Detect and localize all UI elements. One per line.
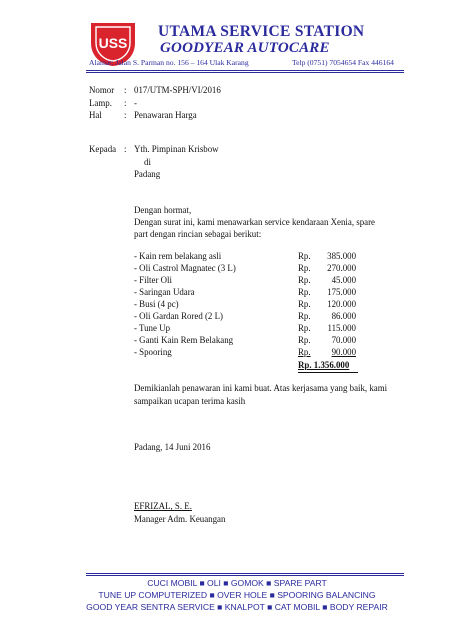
greeting: Dengan hormat, <box>134 205 192 215</box>
price-item-currency: Rp. <box>298 347 311 357</box>
price-item-currency: Rp. <box>298 323 311 333</box>
meta-colon: : <box>124 98 127 108</box>
price-item-amount: 120.000 <box>327 299 356 309</box>
meta-colon: : <box>124 110 127 120</box>
footer-divider <box>86 573 404 574</box>
price-item-amount: 45.000 <box>331 275 356 285</box>
signatory-title: Manager Adm. Keuangan <box>134 514 226 524</box>
price-item-amount: 90.000 <box>331 347 356 357</box>
price-item-currency: Rp. <box>298 311 311 321</box>
company-subtitle: GOODYEAR AUTOCARE <box>160 40 330 56</box>
price-item-name: - Saringan Udara <box>134 287 195 297</box>
company-address: Alamat: Jalan S. Parman no. 156 – 164 Ulak Karang <box>89 58 249 67</box>
footer-divider-thin <box>86 575 404 576</box>
recipient-line: Yth. Pimpinan Krisbow <box>134 144 219 154</box>
price-item-amount: 70.000 <box>331 335 356 345</box>
price-item-currency: Rp. <box>298 299 311 309</box>
recipient-line: Padang <box>134 169 161 179</box>
price-item-name: - Ganti Kain Rem Belakang <box>134 335 234 345</box>
price-item-amount: 270.000 <box>327 263 356 273</box>
meta-colon: : <box>124 85 127 95</box>
company-phone: Telp (0751) 7054654 Fax 446164 <box>292 58 394 67</box>
price-item-currency: Rp. <box>298 287 311 297</box>
meta-value-nomor: 017/UTM-SPH/VI/2016 <box>134 85 221 95</box>
header-divider <box>86 70 404 71</box>
price-item-currency: Rp. <box>298 263 311 273</box>
price-item-name: - Oli Castrol Magnatec (3 L) <box>134 263 236 273</box>
price-item-name: - Oli Gardan Rored (2 L) <box>134 311 223 321</box>
price-item-amount: 86.000 <box>331 311 356 321</box>
price-item-currency: Rp. <box>298 335 311 345</box>
price-item-name: - Spooring <box>134 347 172 357</box>
recipient-label: Kepada <box>89 144 117 154</box>
closing-line-1: Demikianlah penawaran ini kami buat. Atas kerjasama yang baik, kami <box>134 383 388 393</box>
price-item-name: - Filter Oli <box>134 275 172 285</box>
price-item-amount: 175.000 <box>327 287 356 297</box>
price-item-name: - Tune Up <box>134 323 171 333</box>
price-item-amount: 385.000 <box>327 251 356 261</box>
closing-line-2: sampaikan ucapan terima kasih <box>134 396 246 406</box>
meta-value-lamp: - <box>134 98 137 108</box>
intro-line-1: Dengan surat ini, kami menawarkan service kendaraan Xenia, spare <box>134 217 375 227</box>
footer-services-line: GOOD YEAR SENTRA SERVICE ■ KNALPOT ■ CAT MOBIL ■ BODY REPAIR <box>86 602 388 612</box>
price-item-currency: Rp. <box>298 275 311 285</box>
recipient-colon: : <box>124 144 127 154</box>
total-double-underline <box>298 372 358 373</box>
company-name: UTAMA SERVICE STATION <box>158 23 365 40</box>
intro-line-2: part dengan rincian sebagai berikut: <box>134 229 262 239</box>
svg-text:USS: USS <box>98 35 128 51</box>
price-item-name: - Kain rem belakang asli <box>134 251 222 261</box>
price-total: Rp. 1.356.000 <box>298 360 350 370</box>
recipient-line: di <box>144 157 151 167</box>
price-item-name: - Busi (4 pc) <box>134 299 179 309</box>
letter-date: Padang, 14 Juni 2016 <box>134 442 211 452</box>
header-divider-thin <box>86 72 404 73</box>
signatory-name: EFRIZAL, S. E. <box>134 501 192 511</box>
meta-label-lamp: Lamp. <box>89 98 112 108</box>
meta-value-hal: Penawaran Harga <box>134 110 197 120</box>
footer-services-line: TUNE UP COMPUTERIZED ■ OVER HOLE ■ SPOORING BALANCING <box>98 590 376 600</box>
meta-label-nomor: Nomor <box>89 85 115 95</box>
footer-services-line: CUCI MOBIL ■ OLI ■ GOMOK ■ SPARE PART <box>147 578 327 588</box>
price-item-currency: Rp. <box>298 251 311 261</box>
price-item-amount: 115.000 <box>327 323 356 333</box>
meta-label-hal: Hal <box>89 110 102 120</box>
